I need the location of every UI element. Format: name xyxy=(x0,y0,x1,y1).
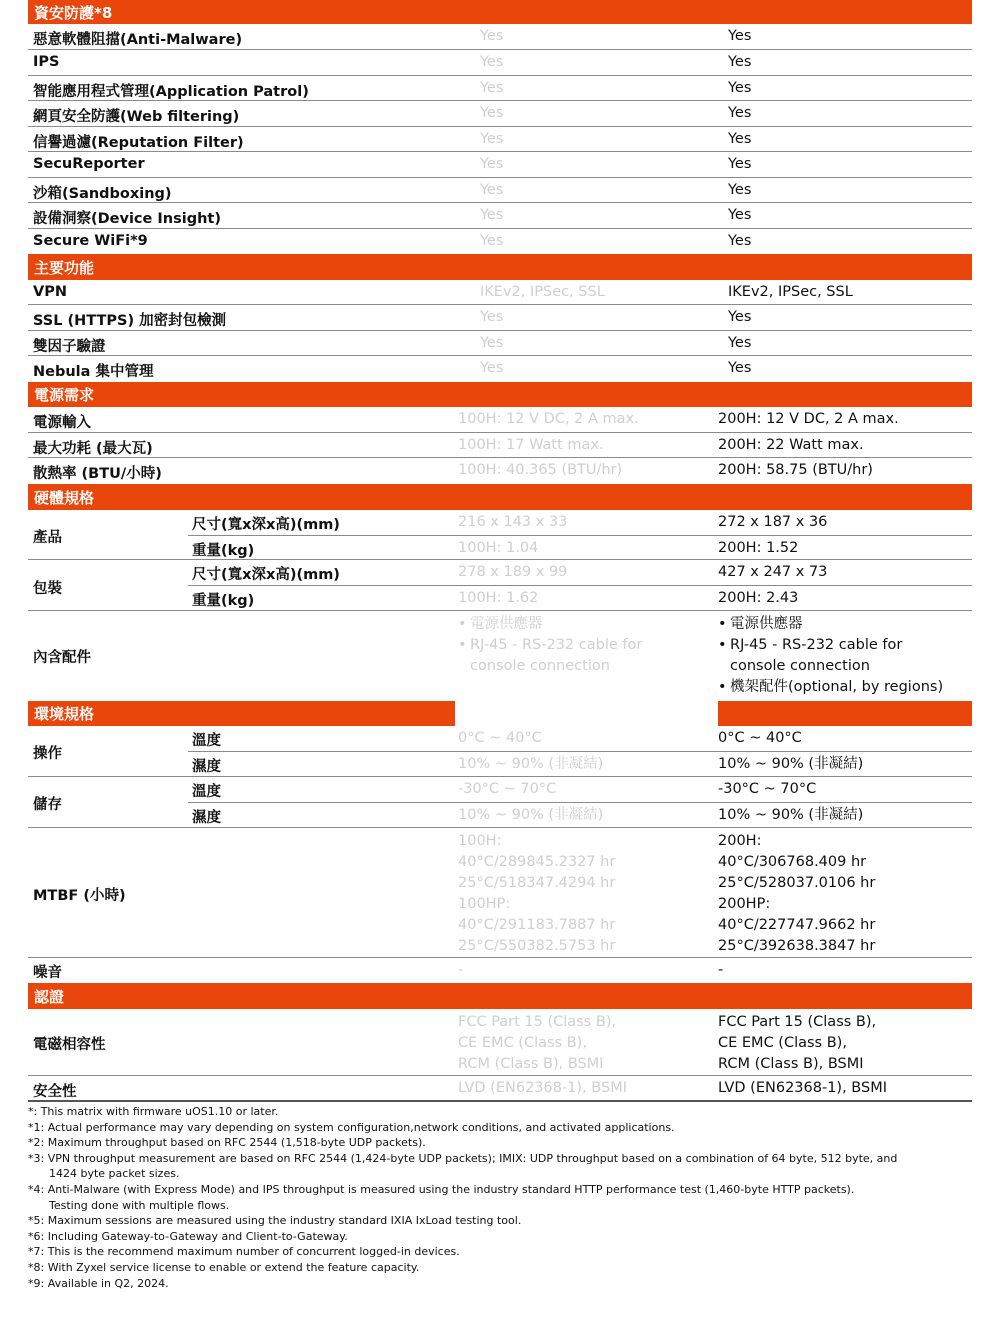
value-200h: Yes xyxy=(728,156,752,172)
cert-line: RCM (Class B), BSMI xyxy=(718,1056,864,1072)
header-gap xyxy=(455,701,718,726)
value-200h: Yes xyxy=(728,360,752,376)
mtbf-line: 40°C/291183.7887 hr xyxy=(458,917,616,933)
value-100h: Yes xyxy=(480,105,504,121)
section-header-certification xyxy=(28,983,972,1009)
row-label: SecuReporter xyxy=(33,156,145,172)
footnote: *7: This is the recommend maximum number of concurrent logged-in devices. xyxy=(28,1245,460,1259)
row-label: SSL (HTTPS) 加密封包檢測 xyxy=(33,313,227,329)
value-100h: Yes xyxy=(480,309,504,325)
row-label: 網頁安全防護(Web filtering) xyxy=(33,109,240,125)
value-200h: 10% ~ 90% (非凝結) xyxy=(718,756,864,772)
value-200h: Yes xyxy=(728,233,752,249)
mtbf-line: 25°C/392638.3847 hr xyxy=(718,938,876,954)
package-label: 包裝 xyxy=(33,581,62,597)
table-row xyxy=(28,458,972,484)
value-100h: 100H: 1.62 xyxy=(458,590,539,606)
row-label: 沙箱(Sandboxing) xyxy=(33,186,172,202)
value-100h: Yes xyxy=(480,28,504,44)
value-100h: -30°C ~ 70°C xyxy=(458,781,557,797)
value-200h: 200H: 22 Watt max. xyxy=(718,437,864,453)
row-label: IPS xyxy=(33,54,60,70)
row-label: Nebula 集中管理 xyxy=(33,364,154,380)
noise-label: 噪音 xyxy=(33,965,62,981)
table-row xyxy=(28,76,972,101)
value-100h: 100H: 40.365 (BTU/hr) xyxy=(458,462,623,478)
value-200h: 10% ~ 90% (非凝結) xyxy=(718,807,864,823)
table-row xyxy=(28,101,972,127)
list-item: • 電源供應器 xyxy=(718,614,943,635)
row-label: 惡意軟體阻擋(Anti-Malware) xyxy=(33,32,243,48)
value-200h: 427 x 247 x 73 xyxy=(718,564,828,580)
divider xyxy=(188,585,972,586)
value-100h: Yes xyxy=(480,207,504,223)
value-200h: Yes xyxy=(728,105,752,121)
value-100h: Yes xyxy=(480,156,504,172)
section-header-security xyxy=(28,0,972,24)
mtbf-line: 25°C/550382.5753 hr xyxy=(458,938,616,954)
row-label: 電源輸入 xyxy=(33,415,91,431)
mtbf-line: 200H: xyxy=(718,833,762,849)
value-200h: 200H: 58.75 (BTU/hr) xyxy=(718,462,873,478)
mtbf-100h xyxy=(458,831,615,957)
mtbf-line: 40°C/289845.2327 hr xyxy=(458,854,616,870)
mtbf-row xyxy=(28,828,972,958)
table-row xyxy=(28,407,972,433)
value-200h: Yes xyxy=(728,207,752,223)
section-header-environment xyxy=(28,701,972,726)
value-100h: Yes xyxy=(480,182,504,198)
mtbf-line: 25°C/518347.4294 hr xyxy=(458,875,616,891)
cert-line: CE EMC (Class B), xyxy=(458,1035,587,1051)
section-title: 環境規格 xyxy=(34,705,95,723)
mtbf-line: 40°C/306768.409 hr xyxy=(718,854,867,870)
list-item-continuation: console connection xyxy=(470,658,610,674)
list-item: • 電源供應器 xyxy=(458,614,642,635)
emc-100h xyxy=(458,1012,616,1075)
value-100h: 10% ~ 90% (非凝結) xyxy=(458,807,604,823)
table-row xyxy=(28,152,972,178)
value-100h: Yes xyxy=(480,233,504,249)
value-200h: - xyxy=(718,962,724,978)
humidity-label: 濕度 xyxy=(192,759,221,775)
emc-200h xyxy=(718,1012,876,1075)
storage-label: 儲存 xyxy=(33,797,62,813)
section-title: 硬體規格 xyxy=(34,488,95,507)
value-200h: 272 x 187 x 36 xyxy=(718,514,828,530)
value-100h: Yes xyxy=(480,80,504,96)
footnote: *8: With Zyxel service license to enable or extend the feature capacity. xyxy=(28,1260,420,1274)
footnote-continuation: 1424 byte packet sizes. xyxy=(49,1167,180,1181)
section-title: 認證 xyxy=(34,987,65,1006)
list-item-continuation: console connection xyxy=(730,658,870,674)
value-100h: Yes xyxy=(480,131,504,147)
row-label: 設備洞察(Device Insight) xyxy=(33,211,221,227)
accessories-200h xyxy=(718,614,943,698)
mtbf-line: 100H: xyxy=(458,833,502,849)
value-200h: Yes xyxy=(728,80,752,96)
value-200h: -30°C ~ 70°C xyxy=(718,781,817,797)
value-100h: 100H: 12 V DC, 2 A max. xyxy=(458,411,639,427)
footnote: *9: Available in Q2, 2024. xyxy=(28,1276,169,1290)
value-100h: Yes xyxy=(480,54,504,70)
mtbf-line: 40°C/227747.9662 hr xyxy=(718,917,876,933)
footnote: *4: Anti-Malware (with Express Mode) and IPS throughput is measured using the industry standard HTTP performance test (1,460-byte HTTP packets). xyxy=(28,1182,855,1196)
table-row xyxy=(28,178,972,203)
value-100h: 278 x 189 x 99 xyxy=(458,564,568,580)
mtbf-line: 200HP: xyxy=(718,896,771,912)
list-item: • 機架配件(optional, by regions) xyxy=(718,677,943,698)
divider xyxy=(188,751,972,752)
table-row xyxy=(28,24,972,50)
row-label: 智能應用程式管理(Application Patrol) xyxy=(33,84,309,100)
cert-line: FCC Part 15 (Class B), xyxy=(718,1014,877,1030)
table-row xyxy=(28,433,972,458)
footnote: *3: VPN throughput measurement are based on RFC 2544 (1,424-byte UDP packets); IMIX: UDP throughput based on a combination of 64 byte, 512 byte, and xyxy=(28,1151,898,1165)
value-100h: Yes xyxy=(480,360,504,376)
temperature-label: 溫度 xyxy=(192,733,221,749)
value-100h: 100H: 17 Watt max. xyxy=(458,437,604,453)
accessories-label: 內含配件 xyxy=(33,650,91,666)
value-100h: 0°C ~ 40°C xyxy=(458,730,542,746)
divider xyxy=(188,802,972,803)
value-200h: Yes xyxy=(728,54,752,70)
table-row xyxy=(28,280,972,305)
table-row xyxy=(28,356,972,382)
section-title: 資安防護*8 xyxy=(34,3,113,22)
mtbf-line: 25°C/528037.0106 hr xyxy=(718,875,876,891)
weight-label: 重量(kg) xyxy=(192,593,255,609)
value-100h: - xyxy=(458,962,464,978)
accessories-row xyxy=(28,611,972,701)
table-row xyxy=(28,229,972,254)
value-200h: 200H: 1.52 xyxy=(718,540,799,556)
footnote-continuation: Testing done with multiple flows. xyxy=(49,1198,230,1212)
table-row xyxy=(28,305,972,331)
row-label: 雙因子驗證 xyxy=(33,339,106,355)
row-label: 散熱率 (BTU/小時) xyxy=(33,466,162,482)
section-header-power xyxy=(28,382,972,407)
value-200h: Yes xyxy=(728,182,752,198)
dimension-label: 尺寸(寬x深x高)(mm) xyxy=(192,517,340,533)
footnote: *1: Actual performance may vary depending on system configuration,network conditions, and activated applications. xyxy=(28,1120,675,1134)
dimension-label: 尺寸(寬x深x高)(mm) xyxy=(192,567,340,583)
safety-label: 安全性 xyxy=(33,1084,77,1100)
hardware-package-group xyxy=(28,560,972,611)
value-100h: LVD (EN62368-1), BSMI xyxy=(458,1080,627,1096)
safety-row xyxy=(28,1076,972,1102)
value-200h: LVD (EN62368-1), BSMI xyxy=(718,1080,887,1096)
value-100h: 216 x 143 x 33 xyxy=(458,514,568,530)
mtbf-line: 100HP: xyxy=(458,896,511,912)
footnote: *5: Maximum sessions are measured using the industry standard IXIA IxLoad testing tool. xyxy=(28,1214,522,1228)
row-label: Secure WiFi*9 xyxy=(33,233,148,249)
row-label: 最大功耗 (最大瓦) xyxy=(33,441,153,457)
row-label: VPN xyxy=(33,284,67,300)
value-200h: Yes xyxy=(728,309,752,325)
hardware-product-group xyxy=(28,510,972,560)
noise-row xyxy=(28,958,972,983)
value-200h: Yes xyxy=(728,131,752,147)
humidity-label: 濕度 xyxy=(192,810,221,826)
table-row xyxy=(28,127,972,152)
value-200h: 0°C ~ 40°C xyxy=(718,730,802,746)
storage-group xyxy=(28,777,972,828)
value-100h: IKEv2, IPSec, SSL xyxy=(480,284,605,300)
value-200h: IKEv2, IPSec, SSL xyxy=(728,284,853,300)
footnote: *2: Maximum throughput based on RFC 2544 (1,518-byte UDP packets). xyxy=(28,1136,426,1150)
value-200h: Yes xyxy=(728,335,752,351)
footnotes xyxy=(28,1104,972,1291)
value-100h: 10% ~ 90% (非凝結) xyxy=(458,756,604,772)
table-row xyxy=(28,203,972,229)
list-item: • RJ-45 - RS-232 cable for xyxy=(718,635,943,656)
mtbf-200h xyxy=(718,831,875,957)
weight-label: 重量(kg) xyxy=(192,543,255,559)
temperature-label: 溫度 xyxy=(192,784,221,800)
table-row xyxy=(28,50,972,76)
accessories-100h xyxy=(458,614,642,677)
value-100h: 100H: 1.04 xyxy=(458,540,539,556)
list-item: • RJ-45 - RS-232 cable for xyxy=(458,635,642,656)
value-200h: 200H: 12 V DC, 2 A max. xyxy=(718,411,899,427)
mtbf-label: MTBF (小時) xyxy=(33,888,126,904)
section-header-features xyxy=(28,254,972,280)
value-200h: Yes xyxy=(728,28,752,44)
section-title: 電源需求 xyxy=(34,386,95,404)
value-100h: Yes xyxy=(480,335,504,351)
footnote: *: This matrix with firmware uOS1.10 or later. xyxy=(28,1105,279,1118)
product-label: 產品 xyxy=(33,530,62,546)
operating-label: 操作 xyxy=(33,746,62,762)
row-label: 信譽過濾(Reputation Filter) xyxy=(33,135,244,151)
operating-group xyxy=(28,726,972,777)
emc-row xyxy=(28,1009,972,1076)
divider xyxy=(188,535,972,536)
cert-line: CE EMC (Class B), xyxy=(718,1035,847,1051)
section-title: 主要功能 xyxy=(34,258,95,277)
footnote: *6: Including Gateway-to-Gateway and Client-to-Gateway. xyxy=(28,1229,348,1243)
cert-line: RCM (Class B), BSMI xyxy=(458,1056,604,1072)
table-row xyxy=(28,331,972,356)
value-200h: 200H: 2.43 xyxy=(718,590,799,606)
emc-label: 電磁相容性 xyxy=(33,1037,106,1053)
cert-line: FCC Part 15 (Class B), xyxy=(458,1014,617,1030)
section-header-hardware xyxy=(28,484,972,510)
